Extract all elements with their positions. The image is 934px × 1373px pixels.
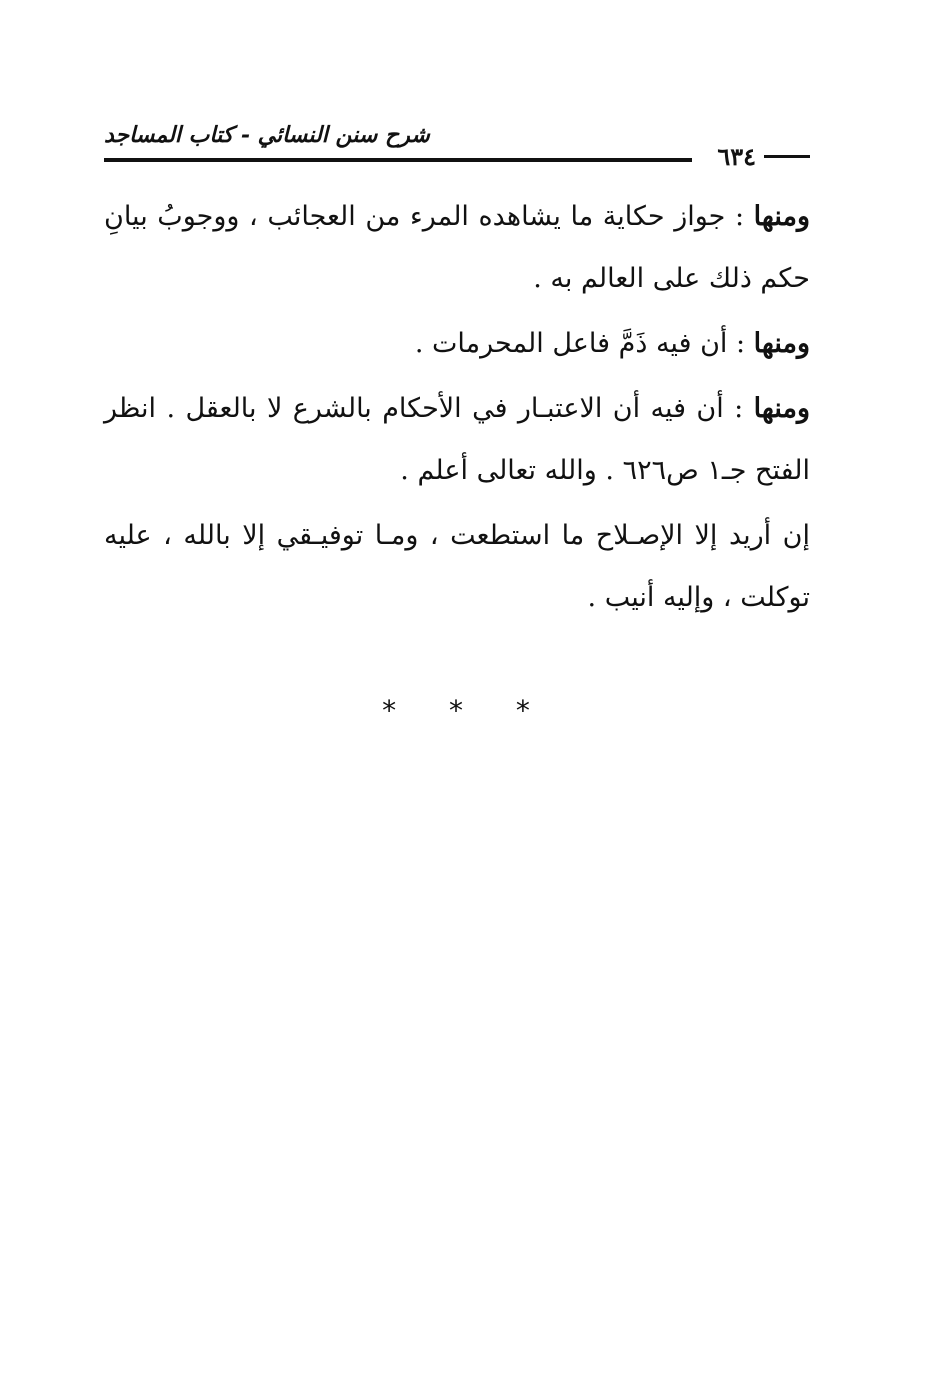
page-header	[104, 120, 810, 172]
paragraph-text: إن أريد إلا الإصـلاح ما استطعت ، ومـا توفيـقي إلا بالله ، عليه توكلت ، وإليه أنيب .	[104, 520, 810, 613]
paragraph-text: : جواز حكاية ما يشاهده المرء من العجائب ، ووجوبُ بيانِ حكم ذلك على العالم به .	[104, 201, 810, 294]
paragraph	[104, 378, 810, 502]
header-rule	[104, 158, 692, 162]
paragraph-lead: ومنها	[753, 201, 810, 232]
paragraph-text: : أن فيه ذَمَّ فاعل المحرمات .	[414, 328, 754, 359]
page-number-value: ٦٣٤	[717, 142, 756, 171]
paragraph-text: : أن فيه أن الاعتبـار في الأحكام بالشرع لا بالعقل . انظر الفتح جـ١ ص٦٢٦ . والله تعالى أعلم .	[104, 393, 810, 486]
paragraph	[104, 505, 810, 629]
page-number	[717, 142, 810, 171]
running-title: شرح سنن النسائي - كتاب المساجد	[104, 122, 430, 148]
page-number-dash	[764, 155, 810, 158]
paragraph-lead: ومنها	[753, 393, 810, 424]
paragraph-lead: ومنها	[753, 328, 810, 359]
section-end-ornament: * * *	[382, 694, 552, 727]
paragraph	[104, 313, 810, 375]
paragraph	[104, 186, 810, 310]
page-body	[104, 186, 810, 629]
